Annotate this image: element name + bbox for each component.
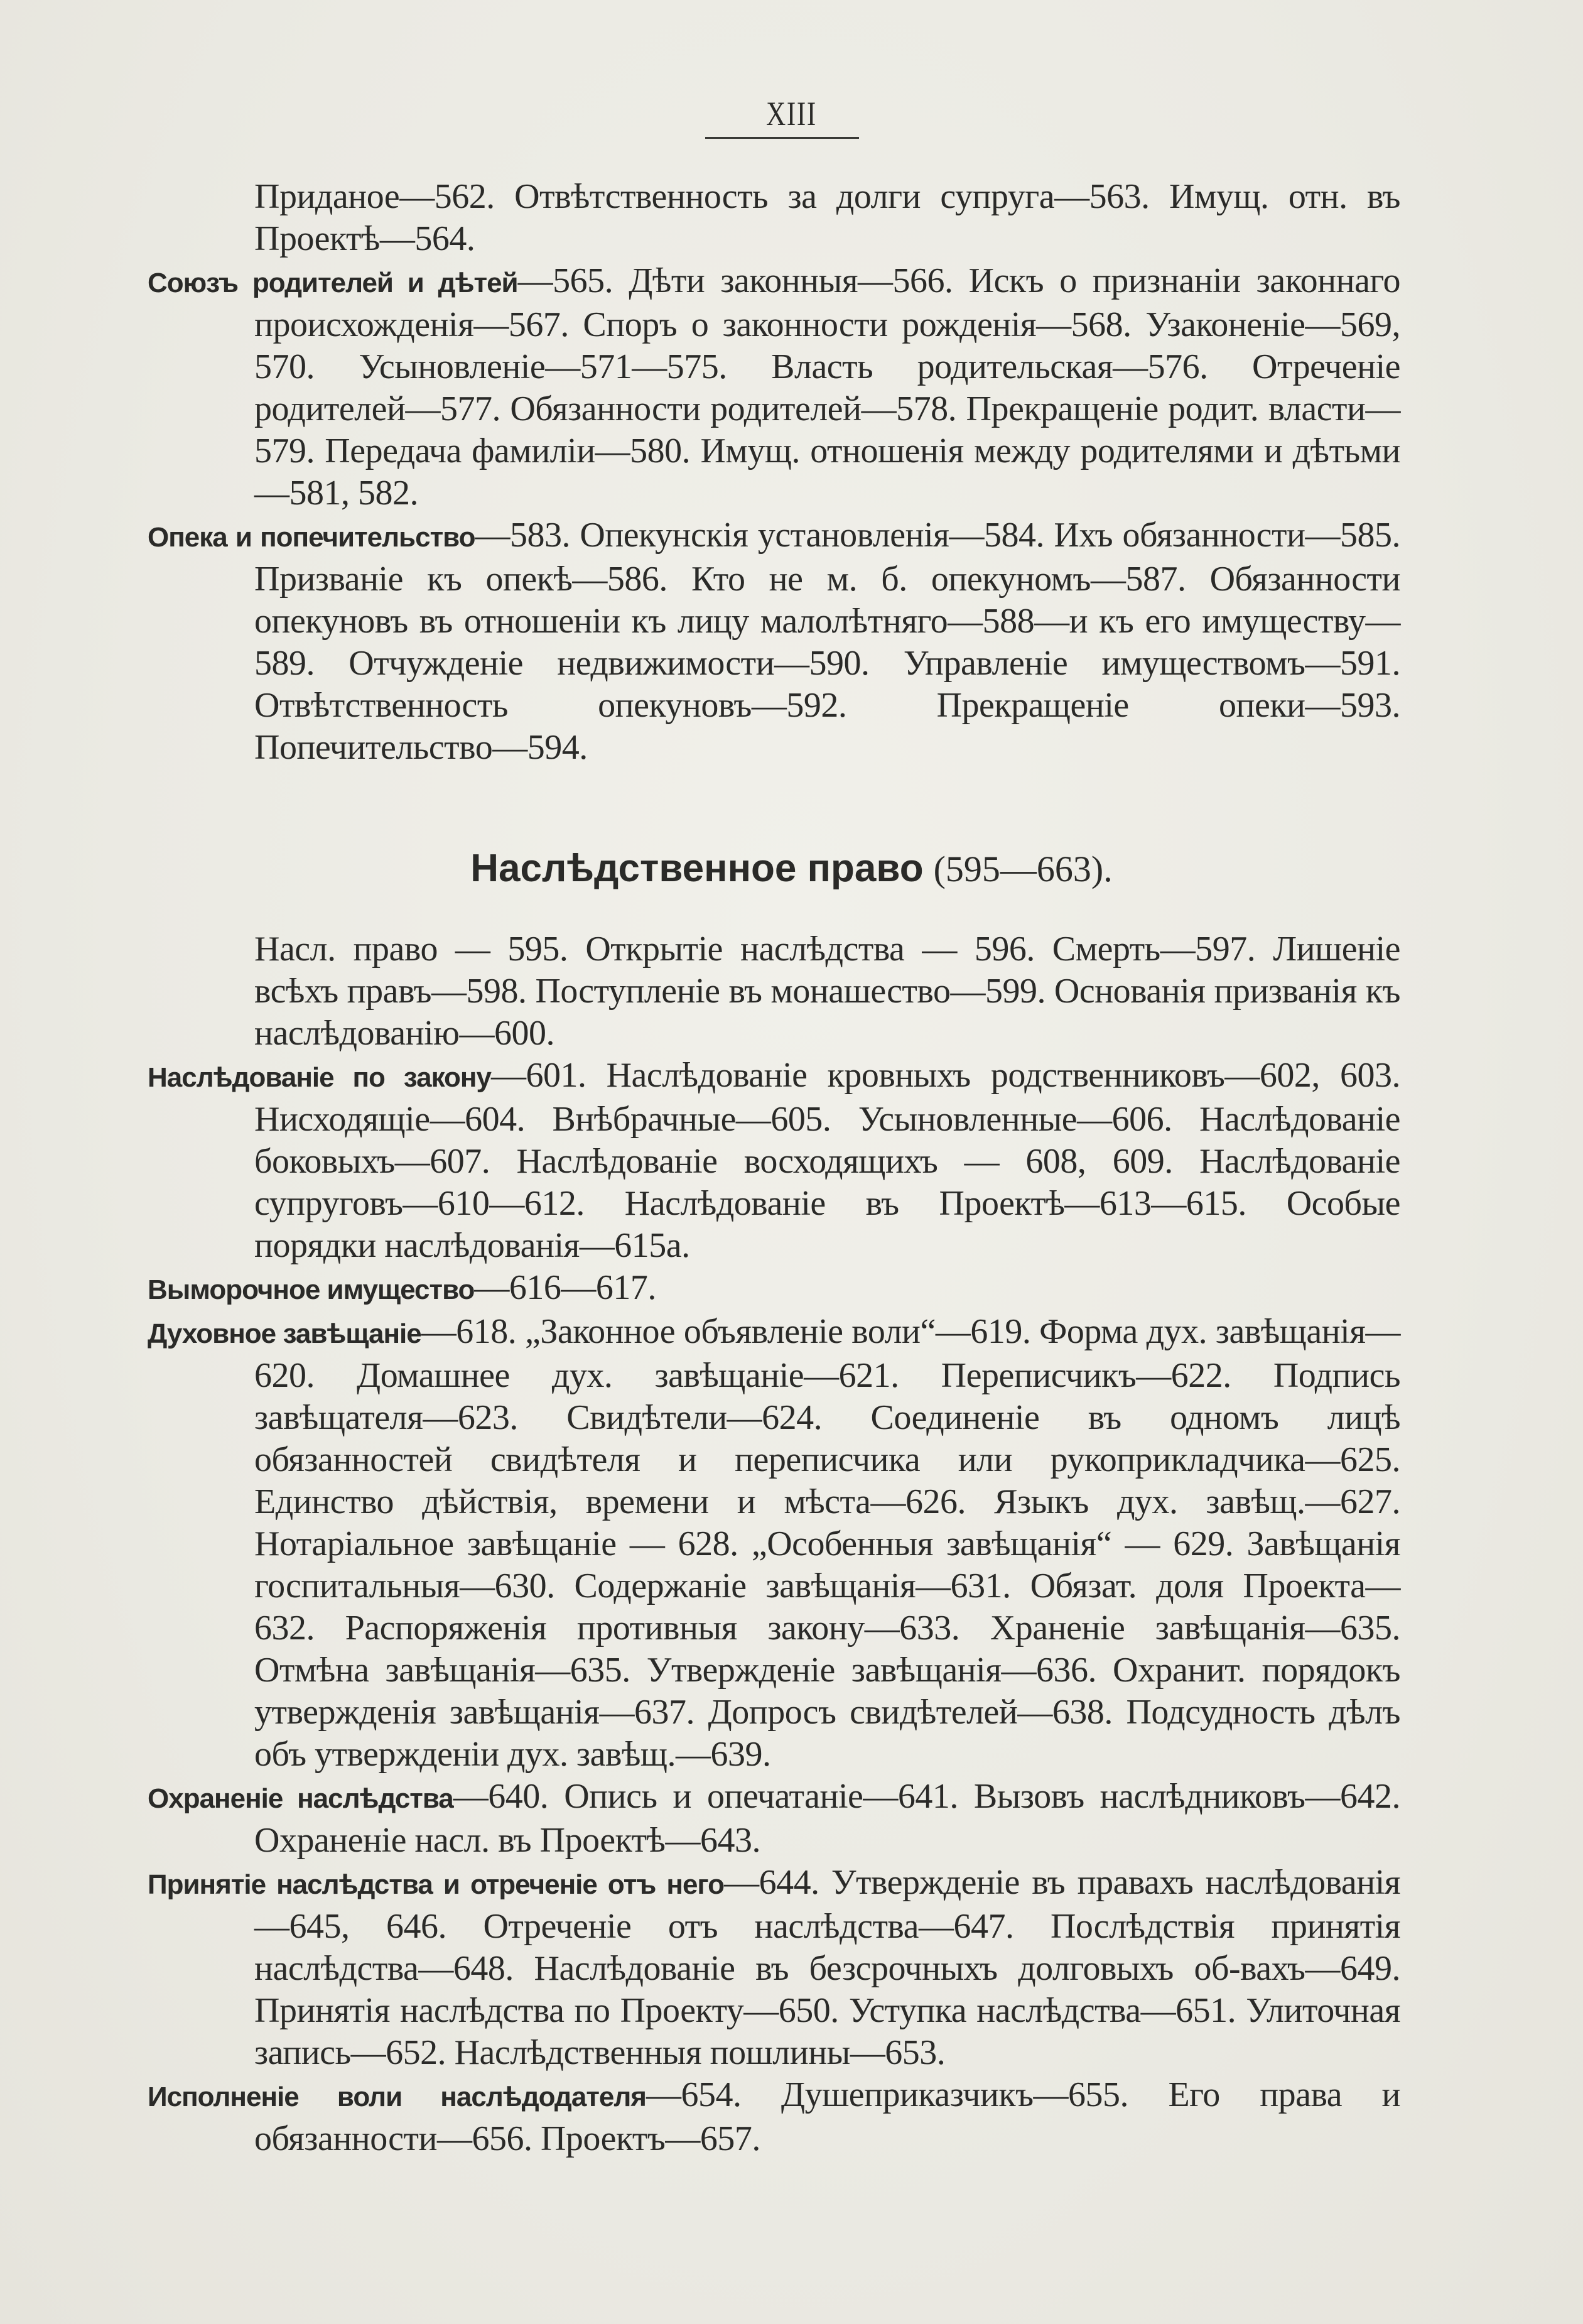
index-entry-dowry [148,176,1400,260]
section-title: Наслѣдственное право [470,847,924,890]
entry-text: —616—617. [474,1268,656,1307]
index-entry-executor [148,2074,1400,2160]
entry-heading: Исполненіе воли наслѣдодателя [148,2082,646,2112]
entry-heading: Союзъ родителей и дѣтей [148,268,518,298]
entry-text: —601. Наслѣдованіе кровныхъ родственниковъ—602, 603. Нисходящіе—604. Внѣбрачные—605. Усыновленные—606. Наслѣдованіе боковыхъ—607. Наслѣдованіе восходящихъ — 608, 609. Наслѣдованіе супруговъ—610—612. Наслѣдованіе въ Проектѣ—613—615. Особые порядки наслѣдованія—615а. [254,1056,1400,1265]
entry-text: Насл. право — 595. Открытіе наслѣдства — 596. Смерть—597. Лишеніе всѣхъ правъ—598. Поступленіе въ монашество—599. Основанія призванія къ наслѣдованію—600. [254,930,1400,1053]
entry-text: —640. Опись и опечатаніе—641. Вызовъ наслѣдниковъ—642. Охраненіе насл. въ Проектѣ—643. [254,1777,1400,1860]
page-number: XIII [766,95,817,133]
entry-heading: Духовное завѣщаніе [148,1318,421,1349]
index-entry-escheat [148,1267,1400,1311]
index-entry-guardianship [148,514,1400,769]
entry-text: —565. Дѣти законныя—566. Искъ о признаніи законнаго происхожденія—567. Споръ о законности рожденія—568. Узаконеніе—569, 570. Усыновленіе—571—575. Власть родительская—576. Отреченіе родителей—577. Обязанности родителей—578. Прекращеніе родит. власти—579. Передача фамиліи—580. Имущ. отношенія между родителями и дѣтьми—581, 582. [254,261,1400,513]
entry-heading: Охраненіе наслѣдства [148,1783,453,1814]
index-entry-testament [148,1311,1400,1776]
section-heading-inheritance-law [0,845,1583,891]
index-entry-parents-children [148,260,1400,514]
index-entry-inheritance-by-law [148,1055,1400,1267]
entry-heading: Наслѣдованіе по закону [148,1062,491,1093]
entry-text: —618. „Законное объявленіе воли“—619. Форма дух. завѣщанія—620. Домашнее дух. завѣщаніе—621. Переписчикъ—622. Подпись завѣщателя—623. Свидѣтели—624. Соединеніе въ одномъ лицѣ обязанностей свидѣтеля и переписчика или рукоприкладчика—625. Единство дѣйствія, времени и мѣста—626. Языкъ дух. завѣщ.—627. Нотаріальное завѣщаніе — 628. „Особенныя завѣщанія“ — 629. Завѣщанія госпитальныя—630. Содержаніе завѣщанія—631. Обязат. доля Проекта—632. Распоряженія противныя закону—633. Храненіе завѣщанія—635. Отмѣна завѣщанія—635. Утвержденіе завѣщанія—636. Охранит. порядокъ утвержденія завѣщанія—637. Допросъ свидѣтелей—638. Подсудность дѣлъ объ утвержденіи дух. завѣщ.—639. [254,1312,1400,1774]
page-number-rule [705,137,859,139]
entry-heading: Выморочное имущество [148,1274,475,1305]
entry-text: —583. Опекунскія установленія—584. Ихъ обязанности—585. Призваніе къ опекѣ—586. Кто не м. б. опекуномъ—587. Обязанности опекуновъ въ отношеніи къ лицу малолѣтняго—588—и къ его имуществу—589. Отчужденіе недвижимости—590. Управленіе имуществомъ—591. Отвѣтственность опекуновъ—592. Прекращеніе опеки—593. Попечительство—594. [254,516,1400,767]
entry-text: Приданое—562. Отвѣтственность за долги супруга—563. Имущ. отн. въ Проектѣ—564. [254,177,1400,258]
index-entry-estate-protection [148,1776,1400,1862]
entry-heading: Опека и попечительство [148,522,475,553]
entry-text: —654. Душеприказчикъ—655. Его права и обязанности—656. Проектъ—657. [254,2075,1400,2158]
index-part-family-law [148,176,1400,769]
entry-heading: Принятіе наслѣдства и отреченіе отъ него [148,1869,725,1900]
index-entry-acceptance-renunciation [148,1862,1400,2074]
index-entry-inheritance-general [148,928,1400,1055]
entry-text: —644. Утвержденіе въ правахъ наслѣдованія—645, 646. Отреченіе отъ наслѣдства—647. Послѣдствія принятія наслѣдства—648. Наслѣдованіе въ безсрочныхъ долговыхъ об-вахъ—649. Принятія наслѣдства по Проекту—650. Уступка наслѣдства—651. Улиточная запись—652. Наслѣдственныя пошлины—653. [254,1863,1401,2072]
section-range: (595—663). [933,849,1113,889]
index-part-inheritance-law [148,928,1400,2160]
